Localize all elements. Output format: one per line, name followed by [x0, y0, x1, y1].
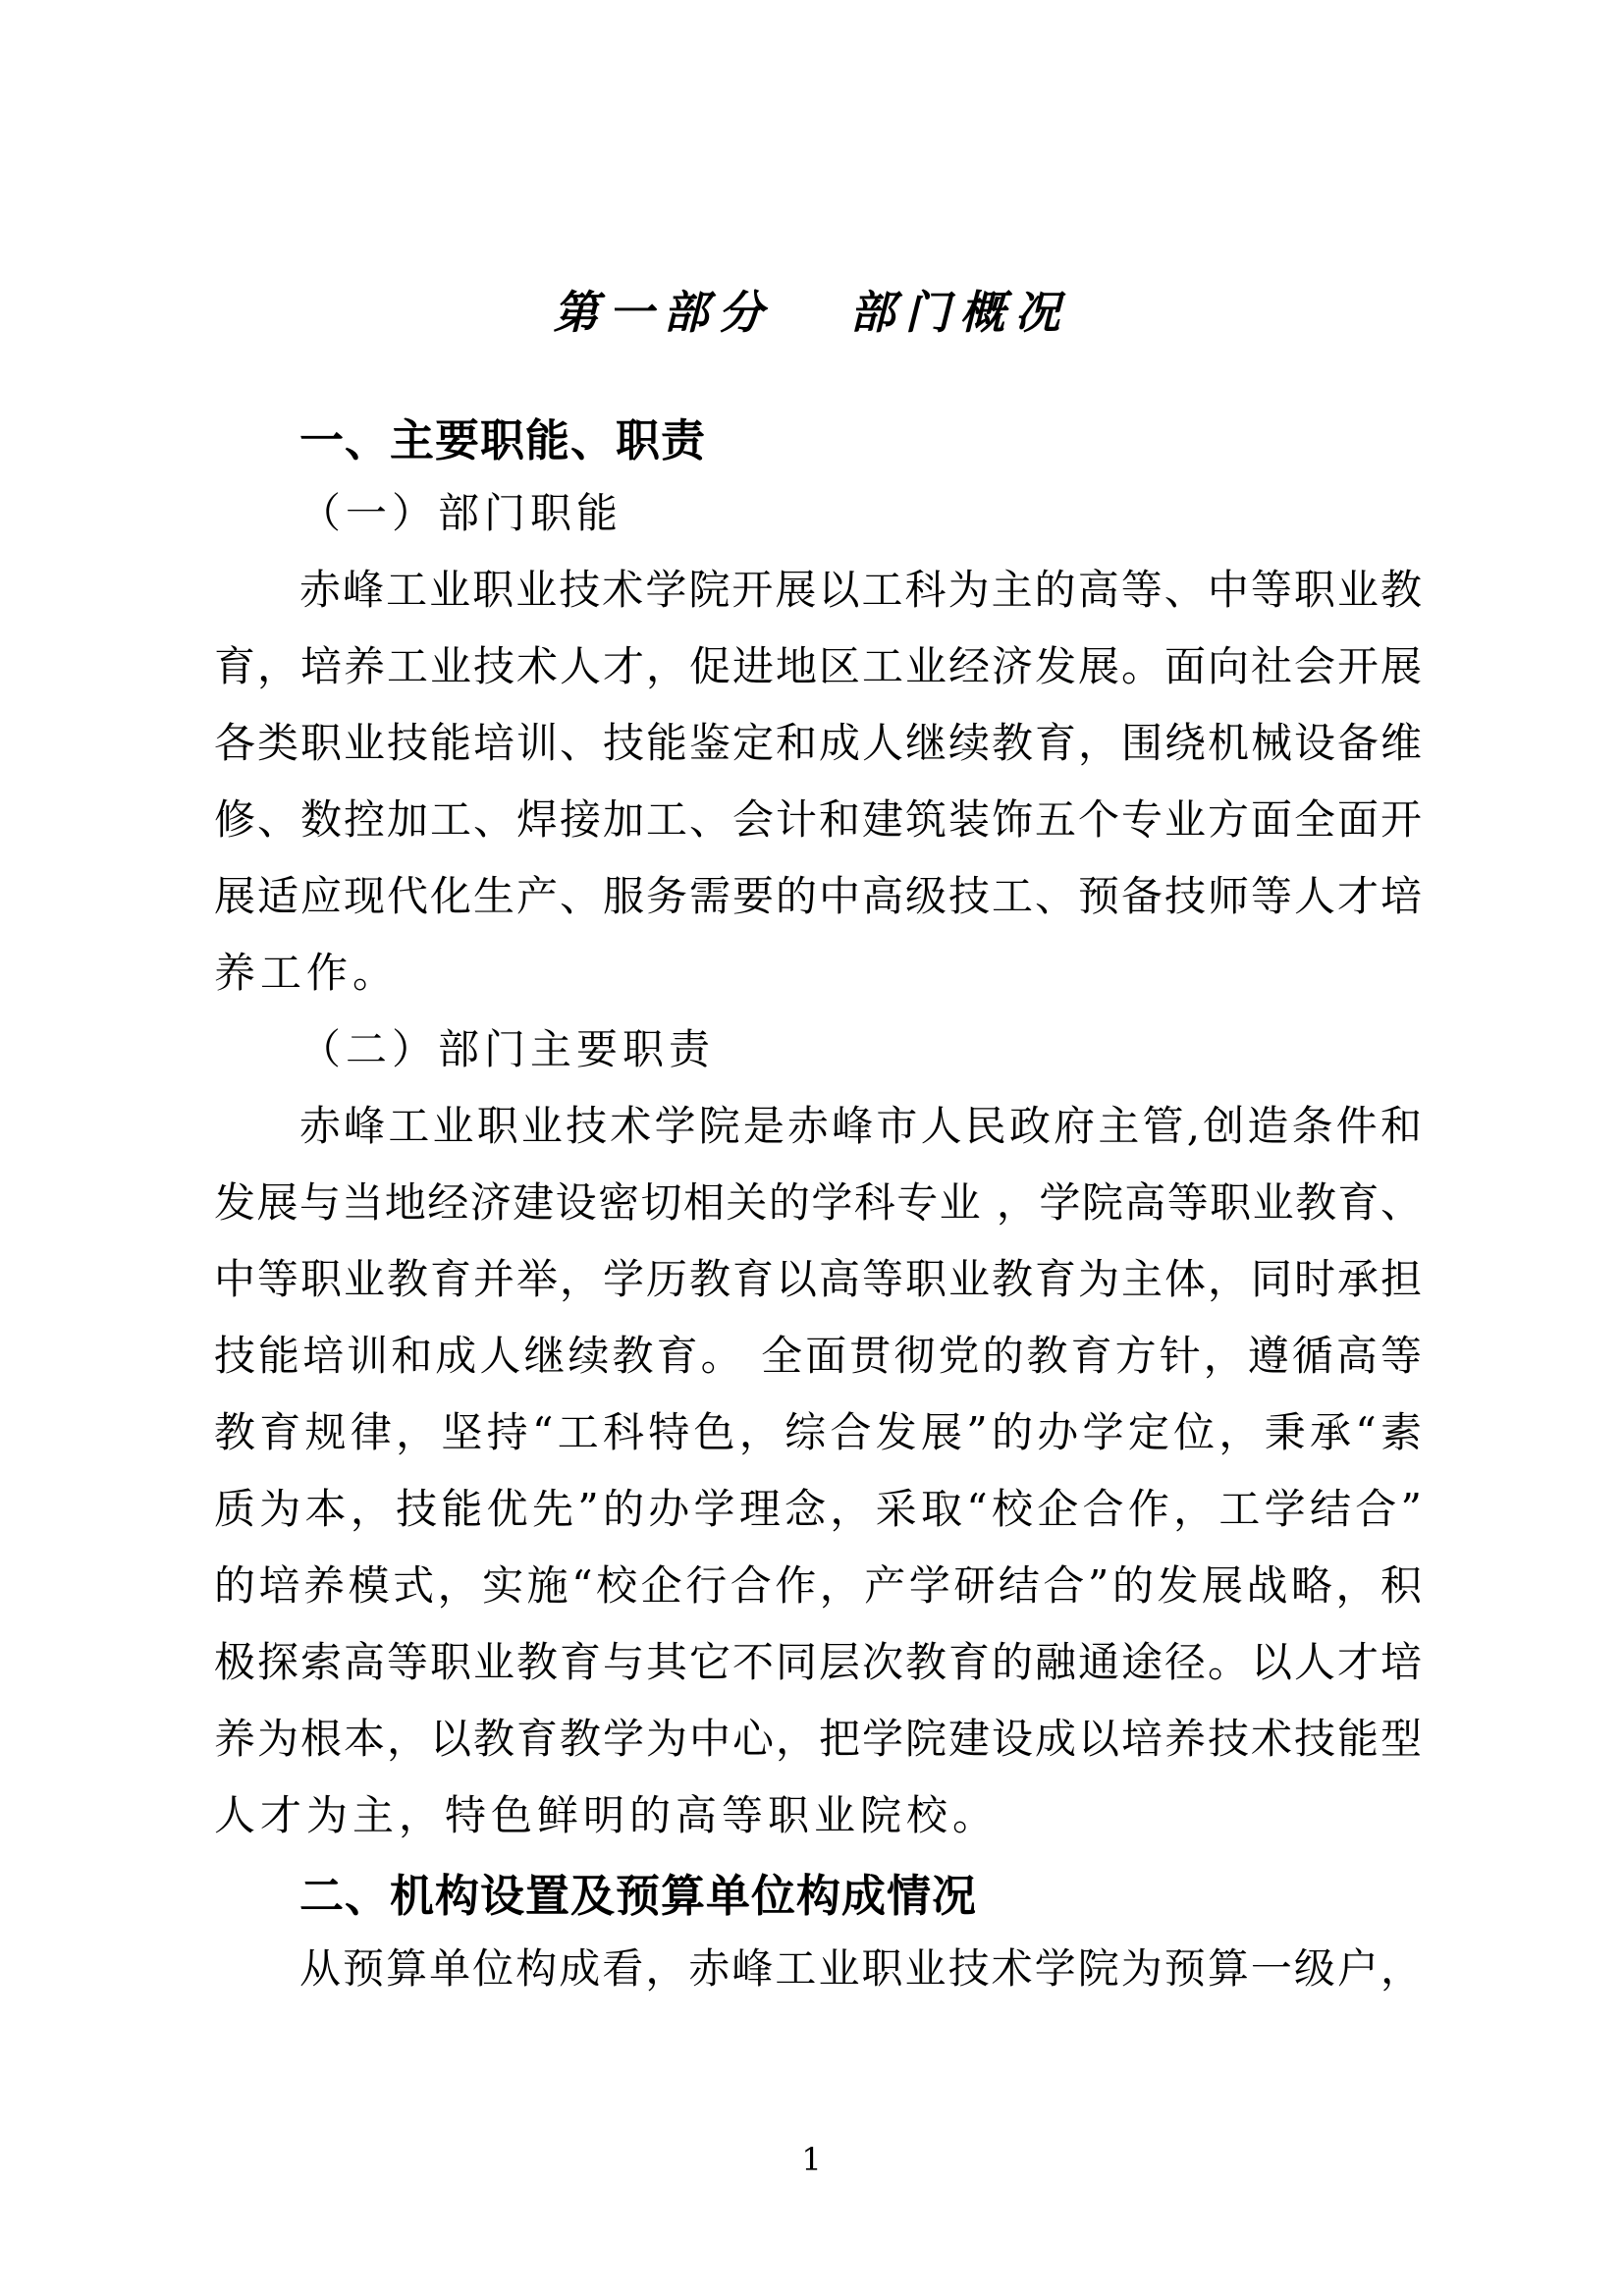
paragraph-line: 中等职业教育并举，学历教育以高等职业教育为主体，同时承担	[214, 1255, 1422, 1303]
paragraph-line: 养工作。	[214, 949, 400, 997]
paragraph-line: 教育规律，坚持“工科特色，综合发展”的办学定位，秉承“素	[214, 1408, 1422, 1456]
paragraph-line: 各类职业技能培训、技能鉴定和成人继续教育，围绕机械设备维	[214, 719, 1422, 767]
paragraph-line: 育，培养工业技术人才，促进地区工业经济发展。面向社会开展	[214, 642, 1422, 690]
paragraph-line: 的培养模式，实施“校企行合作，产学研结合”的发展战略，积	[214, 1561, 1422, 1610]
paragraph-line: 展适应现代化生产、服务需要的中高级技工、预备技师等人才培	[214, 872, 1422, 920]
paragraph-line: 赤峰工业职业技术学院开展以工科为主的高等、中等职业教	[299, 566, 1422, 614]
paragraph-line: 修、数控加工、焊接加工、会计和建筑装饰五个专业方面全面开	[214, 795, 1422, 844]
paragraph-line: 极探索高等职业教育与其它不同层次教育的融通途径。以人才培	[214, 1638, 1422, 1686]
paragraph-line: 养为根本，以教育教学为中心，把学院建设成以培养技术技能型	[214, 1715, 1422, 1763]
paragraph-line: 技能培训和成人继续教育。 全面贯彻党的教育方针，遵循高等	[214, 1332, 1422, 1380]
paragraph-line: 从预算单位构成看，赤峰工业职业技术学院为预算一级户，	[299, 1944, 1422, 1993]
page-title: 第一部分 部门概况	[553, 286, 1070, 339]
subheading-department-functions: （一）部门职能	[299, 489, 623, 537]
paragraph-line: 质为本，技能优先”的办学理念，采取“校企合作，工学结合”	[214, 1485, 1422, 1533]
paragraph-line: 发展与当地经济建设密切相关的学科专业 ，学院高等职业教育、	[214, 1178, 1422, 1227]
section-heading-functions: 一、主要职能、职责	[299, 414, 707, 466]
paragraph-line: 人才为主，特色鲜明的高等职业院校。	[214, 1791, 1000, 1839]
subheading-main-duties: （二）部门主要职责	[299, 1025, 716, 1073]
page-number: 1	[801, 2141, 822, 2178]
paragraph-line: 赤峰工业职业技术学院是赤峰市人民政府主管,创造条件和	[299, 1102, 1422, 1150]
section-heading-organization: 二、机构设置及预算单位构成情况	[299, 1870, 978, 1922]
